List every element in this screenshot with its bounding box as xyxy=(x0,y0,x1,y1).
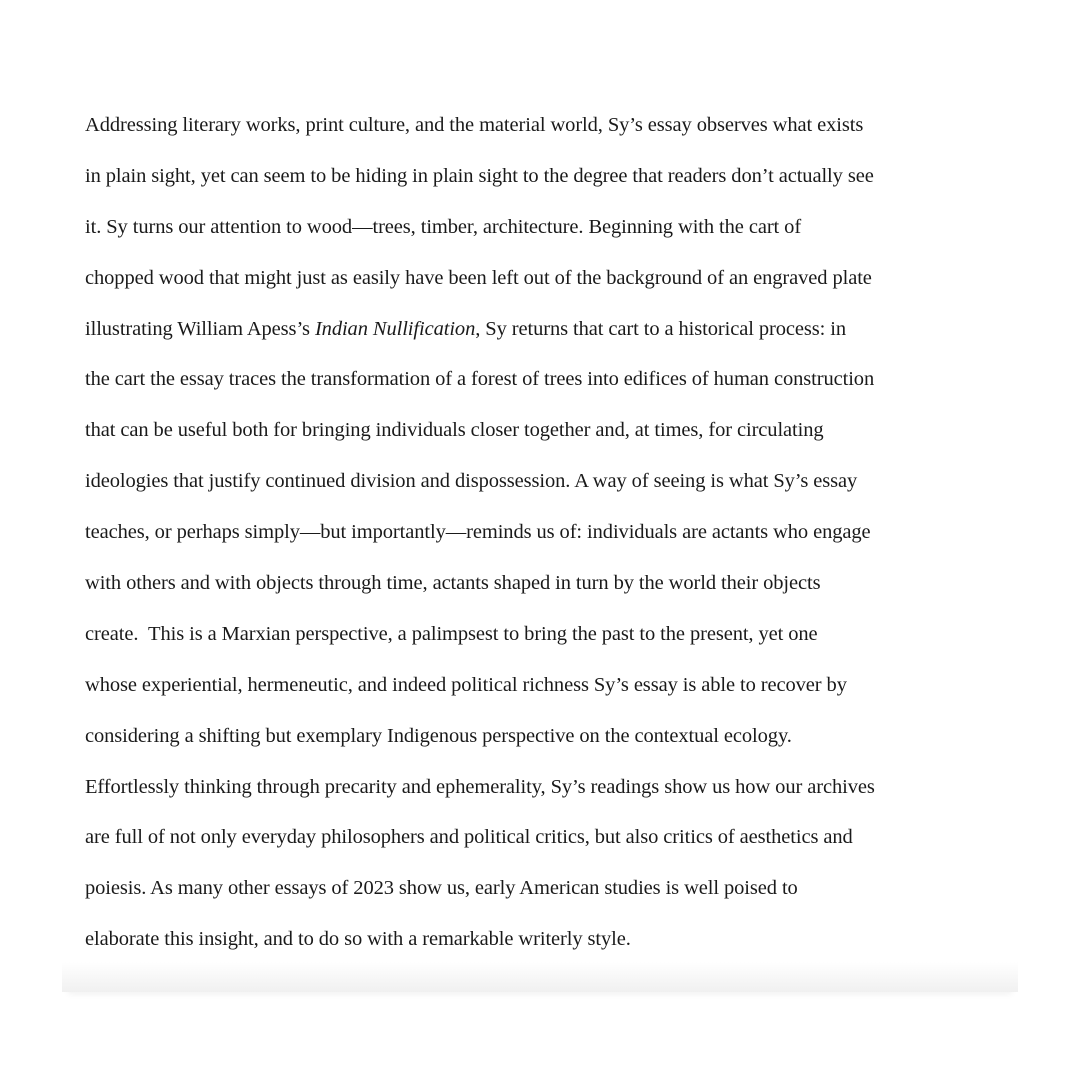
paragraph-line: ideologies that justify continued division and dispossession. A way of seeing is what Sy’s essay xyxy=(85,470,858,493)
paragraph-line: Effortlessly thinking through precarity and ephemerality, Sy’s readings show us how our archives xyxy=(85,775,875,798)
paragraph-line: are full of not only everyday philosophers and political critics, but also critics of aesthetics and xyxy=(85,826,853,849)
paragraph-line: elaborate this insight, and to do so with a remarkable writerly style. xyxy=(85,928,631,951)
paragraph-line: Addressing literary works, print culture, and the material world, Sy’s essay observes what exists xyxy=(85,114,864,136)
paragraph-line: teaches, or perhaps simply—but importantly—reminds us of: individuals are actants who engage xyxy=(85,521,871,544)
paragraph-line: create. This is a Marxian perspective, a palimpsest to bring the past to the present, yet one xyxy=(85,622,818,645)
line-text-after-title: , Sy returns that cart to a historical process: in xyxy=(475,317,846,340)
paragraph-line: that can be useful both for bringing individuals closer together and, at times, for circulating xyxy=(85,419,824,442)
paragraph-line: the cart the essay traces the transformation of a forest of trees into edifices of human construction xyxy=(85,368,875,391)
essay-paragraph xyxy=(85,110,985,975)
book-title: Indian Nullification xyxy=(314,317,476,340)
paragraph-line: chopped wood that might just as easily have been left out of the background of an engraved plate xyxy=(85,266,872,289)
paragraph-line: poiesis. As many other essays of 2023 show us, early American studies is well poised to xyxy=(85,877,798,900)
paragraph-line: with others and with objects through time, actants shaped in turn by the world their objects xyxy=(85,572,821,595)
paragraph-line: it. Sy turns our attention to wood—trees, timber, architecture. Beginning with the cart of xyxy=(85,215,802,238)
line-text-before-title: illustrating William Apess’s xyxy=(85,317,315,340)
paragraph-line: considering a shifting but exemplary Indigenous perspective on the contextual ecology. xyxy=(85,724,792,747)
paragraph-line xyxy=(85,314,985,365)
paragraph-line: whose experiential, hermeneutic, and indeed political richness Sy’s essay is able to recover by xyxy=(85,673,847,696)
paragraph-line: in plain sight, yet can seem to be hiding in plain sight to the degree that readers don’t actually see xyxy=(85,164,874,187)
